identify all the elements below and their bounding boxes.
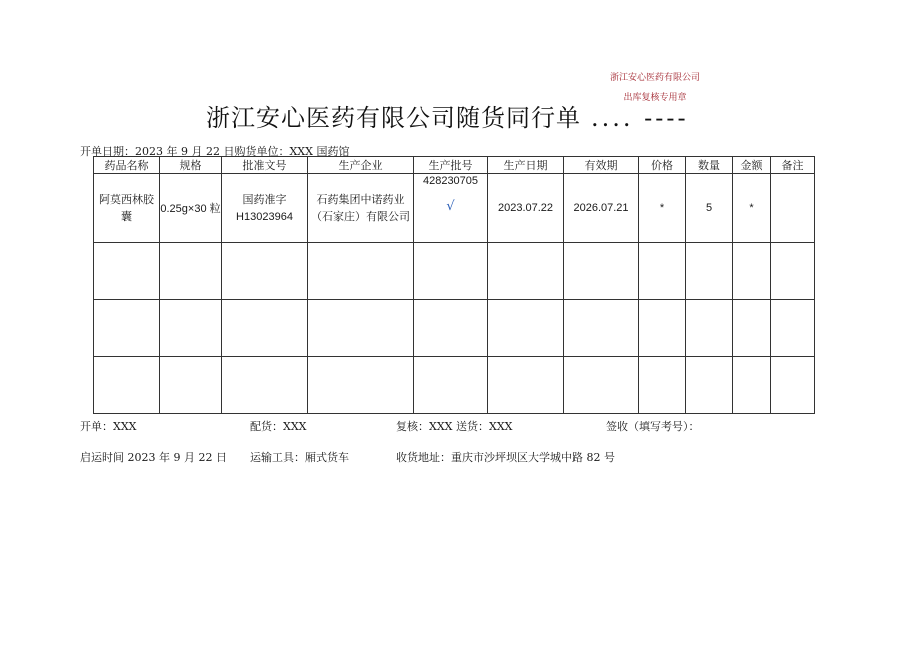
empty-cell <box>94 300 160 357</box>
empty-cell <box>414 243 488 300</box>
approval-line2: H13023964 <box>236 210 293 223</box>
table-row-empty <box>94 300 815 357</box>
header-maker: 生产企业 <box>308 157 414 174</box>
footer-transport: 运输工具：厢式货车 <box>250 451 349 464</box>
footer-address: 收货地址：重庆市沙坪坝区大学城中路 82 号 <box>396 451 615 464</box>
empty-cell <box>771 357 815 414</box>
empty-cell <box>160 243 222 300</box>
empty-cell <box>160 357 222 414</box>
title-suffix: .... ---- <box>591 104 689 132</box>
empty-cell <box>771 300 815 357</box>
header-price: 价格 <box>639 157 686 174</box>
batch-number: 428230705 <box>422 174 479 187</box>
empty-cell <box>733 300 771 357</box>
empty-cell <box>639 243 686 300</box>
header-approval: 批准文号 <box>222 157 308 174</box>
empty-cell <box>639 300 686 357</box>
empty-cell <box>686 300 733 357</box>
empty-cell <box>564 243 639 300</box>
empty-cell <box>733 357 771 414</box>
empty-cell <box>308 300 414 357</box>
cell-expiry: 2026.07.21 <box>564 174 639 243</box>
footer-picker: 配货：XXX <box>250 420 307 433</box>
cell-spec: 0.25g×30 粒 <box>160 174 222 243</box>
table-row-empty <box>94 357 815 414</box>
empty-cell <box>222 357 308 414</box>
empty-cell <box>639 357 686 414</box>
empty-cell <box>94 357 160 414</box>
delivery-table <box>93 156 815 414</box>
table-row-empty <box>94 243 815 300</box>
stamp-line-purpose: 出库复核专用章 <box>623 93 687 103</box>
order-meta: 开单日期：2023 年 9 月 22 日购货单位：XXX 国药馆 <box>80 145 350 158</box>
footer-ship-time: 启运时间 2023 年 9 月 22 日 <box>80 451 227 464</box>
footer-issuer: 开单：XXX <box>80 420 137 433</box>
empty-cell <box>414 357 488 414</box>
document-title <box>206 98 689 133</box>
cell-name <box>94 174 160 243</box>
cell-qty: 5 <box>686 174 733 243</box>
header-spec: 规格 <box>160 157 222 174</box>
empty-cell <box>733 243 771 300</box>
empty-cell <box>686 357 733 414</box>
maker-line1: 石药集团中诺药业 <box>316 193 405 206</box>
header-name: 药品名称 <box>94 157 160 174</box>
empty-cell <box>414 300 488 357</box>
header-expiry: 有效期 <box>564 157 639 174</box>
header-qty: 数量 <box>686 157 733 174</box>
empty-cell <box>222 300 308 357</box>
empty-cell <box>488 357 564 414</box>
cell-approval <box>222 174 308 243</box>
empty-cell <box>564 300 639 357</box>
empty-cell <box>308 243 414 300</box>
header-amount: 金额 <box>733 157 771 174</box>
empty-cell <box>308 357 414 414</box>
empty-cell <box>771 243 815 300</box>
approval-line1: 国药准字 <box>242 192 287 206</box>
maker-line2: （石家庄）有限公司 <box>311 210 410 223</box>
cell-remark <box>771 174 815 243</box>
cell-prod-date: 2023.07.22 <box>488 174 564 243</box>
empty-cell <box>94 243 160 300</box>
footer-checker: 复核：XXX 送货：XXX <box>396 420 513 433</box>
title-main: 浙江安心医药有限公司随货同行单 <box>206 104 581 132</box>
empty-cell <box>686 243 733 300</box>
cell-price: * <box>639 174 686 243</box>
empty-cell <box>222 243 308 300</box>
empty-cell <box>564 357 639 414</box>
header-prod-date: 生产日期 <box>488 157 564 174</box>
table-row <box>94 174 815 243</box>
header-batch: 生产批号 <box>414 157 488 174</box>
check-mark-icon: √ <box>446 198 455 214</box>
header-remark: 备注 <box>771 157 815 174</box>
cell-amount: * <box>733 174 771 243</box>
footer-receiver: 签收（填写考号）： <box>606 420 700 433</box>
empty-cell <box>160 300 222 357</box>
table-header-row <box>94 157 815 174</box>
cell-name-text: 阿莫西林胶囊 <box>99 193 154 223</box>
cell-batch <box>414 174 488 243</box>
cell-maker <box>308 174 414 243</box>
empty-cell <box>488 300 564 357</box>
empty-cell <box>488 243 564 300</box>
stamp-line-company: 浙江安心医药有限公司 <box>609 73 700 83</box>
